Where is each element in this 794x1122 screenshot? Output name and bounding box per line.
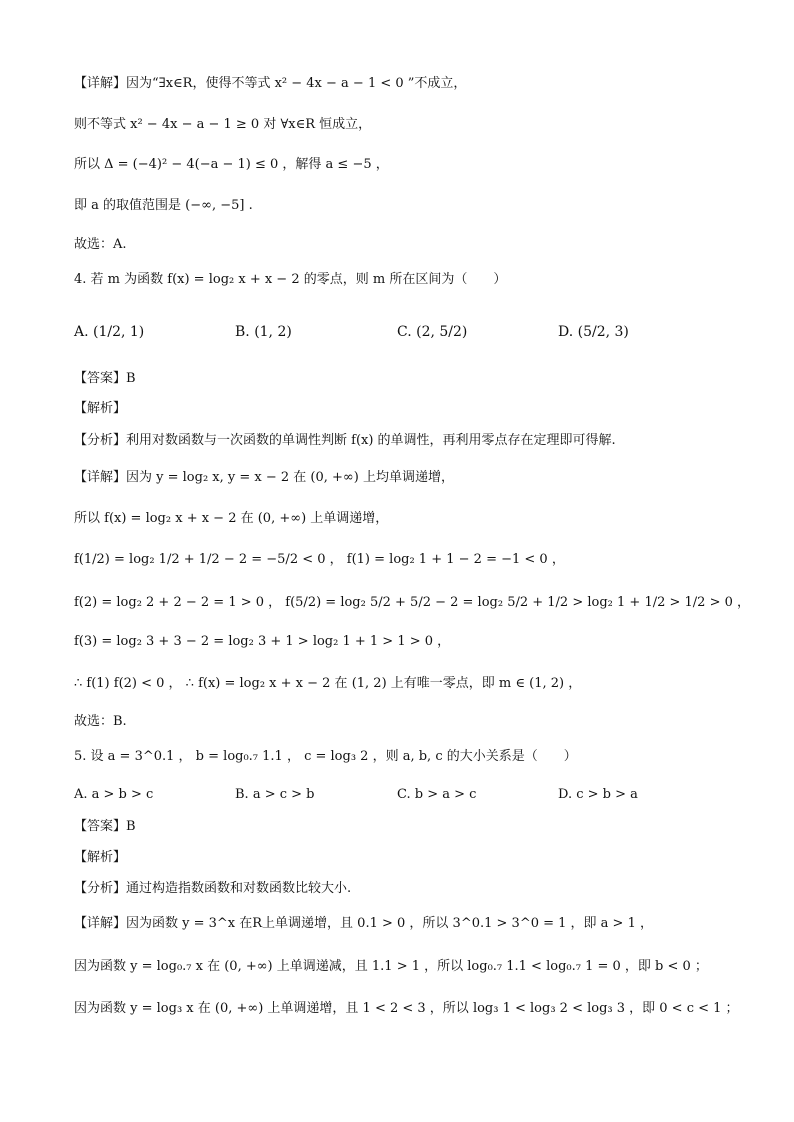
- option-a: A. a > b > c: [74, 787, 154, 802]
- option-b: B. (1, 2): [235, 324, 292, 340]
- answer-label: 【答案】B: [74, 819, 136, 834]
- text-line: f(1/2) = log₂ 1/2 + 1/2 − 2 = −5/2 < 0 ， f(1) = log₂ 1 + 1 − 2 = −1 < 0 ，: [74, 552, 565, 567]
- text-line: 所以 f(x) = log₂ x + x − 2 在 (0, +∞) 上单调递增，: [74, 511, 389, 526]
- analysis-label: 【解析】: [74, 850, 127, 865]
- text-line: 【分析】通过构造指数函数和对数函数比较大小.: [74, 881, 352, 896]
- text-line: 【分析】利用对数函数与一次函数的单调性判断 f(x) 的单调性，再利用零点存在定理即可得解.: [74, 433, 616, 448]
- text-line: 因为函数 y = log₀.₇ x 在 (0, +∞) 上单调递减，且 1.1 > 1 ，所以 log₀.₇ 1.1 < log₀.₇ 1 = 0 ，即 b < 0 ；: [74, 959, 708, 974]
- text-line: 故选：A.: [74, 237, 127, 252]
- option-c: C. (2, 5/2): [397, 324, 468, 340]
- option-b: B. a > c > b: [235, 787, 315, 802]
- text-line: 则不等式 x² − 4x − a − 1 ≥ 0 对 ∀x∈R 恒成立，: [74, 117, 372, 132]
- analysis-label: 【解析】: [74, 401, 127, 416]
- text-line: 【详解】因为 y = log₂ x, y = x − 2 在 (0, +∞) 上均单调递增，: [74, 470, 454, 485]
- text-line: f(3) = log₂ 3 + 3 − 2 = log₂ 3 + 1 > log₂ 1 + 1 > 1 > 0 ，: [74, 634, 451, 649]
- text-line: 因为函数 y = log₃ x 在 (0, +∞) 上单调递增，且 1 < 2 < 3 ，所以 log₃ 1 < log₃ 2 < log₃ 3 ，即 0 < c < 1 ；: [74, 1001, 739, 1016]
- text-line: 【详解】因为函数 y = 3^x 在R上单调递增，且 0.1 > 0 ，所以 3^0.1 > 3^0 = 1 ，即 a > 1 ，: [74, 916, 653, 931]
- text-line: 故选：B.: [74, 714, 127, 729]
- answer-label: 【答案】B: [74, 371, 136, 386]
- question-4: 4. 若 m 为函数 f(x) = log₂ x + x − 2 的零点，则 m 所在区间为（ ）: [74, 272, 507, 287]
- question-5: 5. 设 a = 3^0.1 ， b = log₀.₇ 1.1 ， c = log₃ 2 ，则 a, b, c 的大小关系是（ ）: [74, 749, 577, 764]
- option-d: D. c > b > a: [558, 787, 638, 802]
- text-line: 【详解】因为“∃x∈R，使得不等式 x² − 4x − a − 1 < 0 ”不成立，: [74, 76, 467, 91]
- text-line: 即 a 的取值范围是 (−∞, −5] .: [74, 198, 253, 213]
- text-line: ∴ f(1) f(2) < 0 ， ∴ f(x) = log₂ x + x − 2 在 (1, 2) 上有唯一零点，即 m ∈ (1, 2) ，: [74, 676, 582, 691]
- option-d: D. (5/2, 3): [558, 324, 629, 340]
- text-line: 所以 Δ = (−4)² − 4(−a − 1) ≤ 0 ，解得 a ≤ −5 ，: [74, 157, 389, 172]
- text-line: f(2) = log₂ 2 + 2 − 2 = 1 > 0 ， f(5/2) = log₂ 5/2 + 5/2 − 2 = log₂ 5/2 + 1/2 > log₂ 1 + 1/2 > 1/2 > 0 ，: [74, 595, 750, 610]
- option-a: A. (1/2, 1): [74, 324, 145, 340]
- option-c: C. b > a > c: [397, 787, 477, 802]
